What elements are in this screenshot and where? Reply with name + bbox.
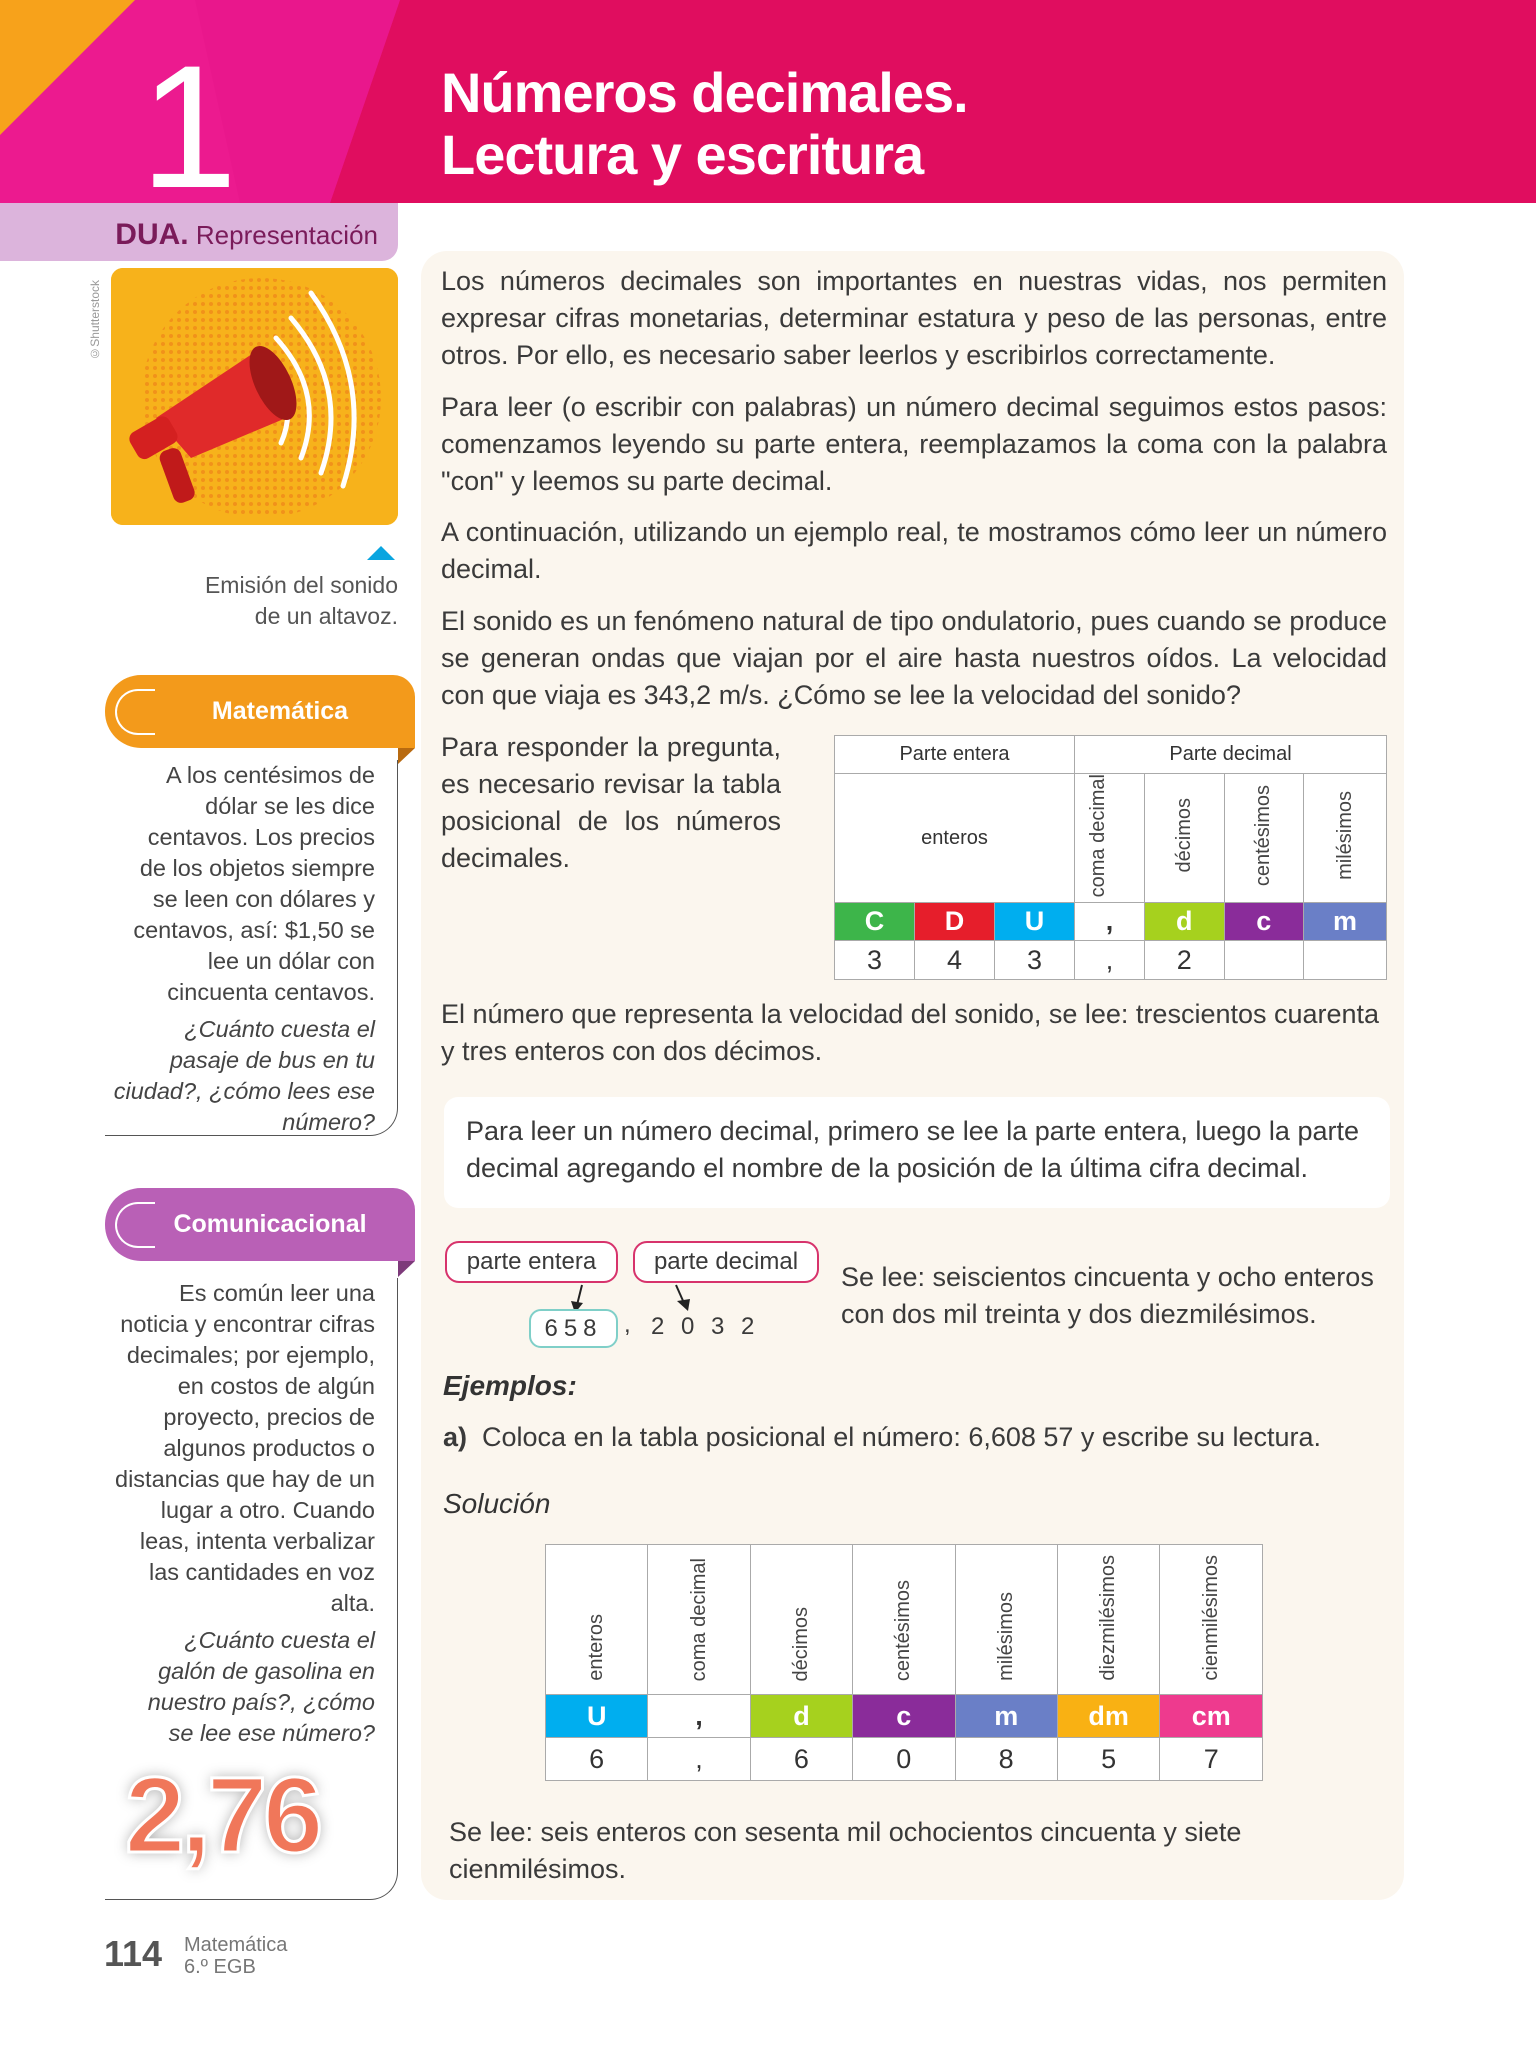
footer-subject <box>184 1934 287 1978</box>
code-cell: dm <box>1057 1695 1160 1738</box>
value-cell: 2 <box>1145 941 1225 980</box>
code-cell: d <box>1145 903 1225 941</box>
value-cell <box>1304 941 1387 980</box>
label-parte-decimal: parte decimal <box>633 1241 819 1283</box>
diagram-comma: , <box>624 1311 631 1338</box>
paragraph-intro: Los números decimales son importantes en nuestras vidas, nos permiten expresar cifras monetarias, determinar estatura y peso de las personas, entre otros. Por ello, es necesario saber leerlos y escribirlos correctamente. <box>441 266 1387 370</box>
footer-subject-name: Matemática <box>184 1934 288 1956</box>
photo-credit: ©Shutterstock <box>88 280 102 361</box>
c-logo-icon <box>115 689 155 735</box>
header-decimos: décimos <box>789 1606 812 1681</box>
fold-icon <box>398 748 415 764</box>
value-cell: , <box>648 1738 750 1781</box>
code-cell: c <box>853 1695 955 1738</box>
code-cell: U <box>995 903 1075 941</box>
paragraph-steps: Para leer (o escribir con palabras) un número decimal seguimos estos pasos: comenzamos leyendo su parte entera, reemplazamos la coma con la palabra "con" y leemos su parte decimal. <box>441 392 1387 496</box>
code-cell: cm <box>1160 1695 1263 1738</box>
value-cell: 6 <box>750 1738 852 1781</box>
header-milesimos: milésimos <box>1333 791 1356 881</box>
title-line-1: Números decimales. <box>441 61 968 124</box>
value-cell: 4 <box>915 941 995 980</box>
decimal-part: 2 0 3 2 <box>651 1313 760 1340</box>
value-cell: 7 <box>1160 1738 1263 1781</box>
footer-grade: 6.º EGB <box>184 1956 256 1978</box>
code-cell: , <box>648 1695 750 1738</box>
value-cell: 8 <box>955 1738 1057 1781</box>
chapter-number: 1 <box>140 30 238 203</box>
code-cell: m <box>955 1695 1057 1738</box>
math-box-question: ¿Cuánto cuesta el pasaje de bus en tu ciudad?, ¿cómo lees ese número? <box>113 1016 375 1135</box>
value-cell: 3 <box>995 941 1075 980</box>
chapter-header <box>0 0 1536 203</box>
header-milesimos: milésimos <box>994 1592 1017 1681</box>
comm-box-header <box>105 1188 415 1261</box>
caption-pointer-icon <box>367 546 395 560</box>
page-number: 114 <box>104 1933 163 1974</box>
example-a-label: a) <box>443 1422 468 1452</box>
math-box-body <box>105 760 398 1136</box>
code-cell: d <box>750 1695 852 1738</box>
value-cell: , <box>1075 941 1145 980</box>
value-cell: 6 <box>546 1738 648 1781</box>
title-line-2: Lectura y escritura <box>441 123 924 186</box>
rule-box: Para leer un número decimal, primero se lee la parte entera, luego la parte decimal agregando el nombre de la posición de la última cifra decimal. <box>444 1097 1390 1208</box>
header-decimos: décimos <box>1172 798 1195 873</box>
header-centesimos: centésimos <box>1252 785 1275 887</box>
value-cell: 0 <box>853 1738 955 1781</box>
header-enteros: enteros <box>835 774 1075 903</box>
final-reading: Se lee: seis enteros con sesenta mil ochocientos cincuenta y siete cienmilésimos. <box>449 1817 1242 1884</box>
code-cell: , <box>1075 903 1145 941</box>
photo-caption <box>150 570 398 632</box>
big-number: 2,76 <box>125 1754 320 1875</box>
header-diezmilesimos: diezmilésimos <box>1097 1555 1120 1681</box>
label-parte-entera: parte entera <box>445 1241 618 1283</box>
megaphone-icon <box>111 268 398 525</box>
math-box-title: Matemática <box>211 697 349 725</box>
header-centesimos: centésimos <box>892 1579 915 1681</box>
comm-box-title: Comunicacional <box>173 1210 367 1238</box>
example-a-text: Coloca en la tabla posicional el número: 6,608 57 y escribe su lectura. <box>482 1422 1322 1452</box>
dua-label: Representación <box>195 220 378 250</box>
dua-banner <box>0 203 398 261</box>
math-box-text: A los centésimos de dólar se les dice centavos. Los precios de los objetos siempre se leen con dólares y centavos, así: $1,50 se lee un dólar con cincuenta centavos. <box>133 762 375 1005</box>
header-coma-decimal: coma decimal <box>687 1557 710 1681</box>
caption-line: Emisión del sonido <box>204 572 398 598</box>
diagram-reading: Se lee: seiscientos cincuenta y ocho enteros con dos mil treinta y dos diezmilésimos. <box>841 1262 1374 1329</box>
code-cell: D <box>915 903 995 941</box>
fold-icon <box>398 1261 415 1277</box>
comm-box-text: Es común leer una noticia y encontrar cifras decimales; por ejemplo, en costos de algún proyecto, precios de algunos productos o distancias que hay de un lugar a otro. Cuando leas, intenta verbalizar las cantidades en voz alta. <box>115 1280 375 1616</box>
value-cell <box>1224 941 1304 980</box>
header-coma-decimal: coma decimal <box>1086 774 1109 898</box>
value-cell: 5 <box>1057 1738 1160 1781</box>
header-enteros: enteros <box>585 1614 608 1681</box>
paragraph-sound: El sonido es un fenómeno natural de tipo ondulatorio, pues cuando se produce se generan ondas que viajan por el aire hasta nuestros oídos. La velocidad con que viaja es 343,2 m/s. ¿Cómo se lee la velocidad del sonido? <box>441 606 1387 710</box>
code-cell: m <box>1304 903 1387 941</box>
solution-title: Solución <box>443 1488 551 1519</box>
integer-part-box: 658 <box>529 1309 618 1348</box>
header-cienmilesimos: cienmilésimos <box>1199 1555 1222 1681</box>
value-cell: 3 <box>835 941 915 980</box>
page-title <box>441 62 968 186</box>
c-logo-icon <box>115 1202 155 1248</box>
caption-line: de un altavoz. <box>254 603 398 629</box>
example-a <box>443 1422 1321 1453</box>
header-parte-decimal: Parte decimal <box>1075 736 1387 774</box>
comm-box-question: ¿Cuánto cuesta el galón de gasolina en nuestro país?, ¿cómo se lee ese número? <box>147 1627 375 1746</box>
code-cell: C <box>835 903 915 941</box>
paragraph-answer: Para responder la pregunta, es necesario revisar la tabla posicional de los números decimales. <box>441 732 781 873</box>
code-cell: U <box>546 1695 648 1738</box>
paragraph-example-intro: A continuación, utilizando un ejemplo real, te mostramos cómo leer un número decimal. <box>441 517 1387 584</box>
place-value-table-1 <box>834 735 1387 980</box>
math-box-header <box>105 675 415 748</box>
header-parte-entera: Parte entera <box>835 736 1075 774</box>
place-value-table-2 <box>545 1544 1263 1781</box>
examples-title: Ejemplos: <box>443 1370 577 1401</box>
code-cell: c <box>1224 903 1304 941</box>
dua-bold: DUA. <box>115 218 189 251</box>
megaphone-image <box>111 268 398 525</box>
paragraph-reading: El número que representa la velocidad del sonido, se lee: trescientos cuarenta y tres enteros con dos décimos. <box>441 999 1380 1066</box>
